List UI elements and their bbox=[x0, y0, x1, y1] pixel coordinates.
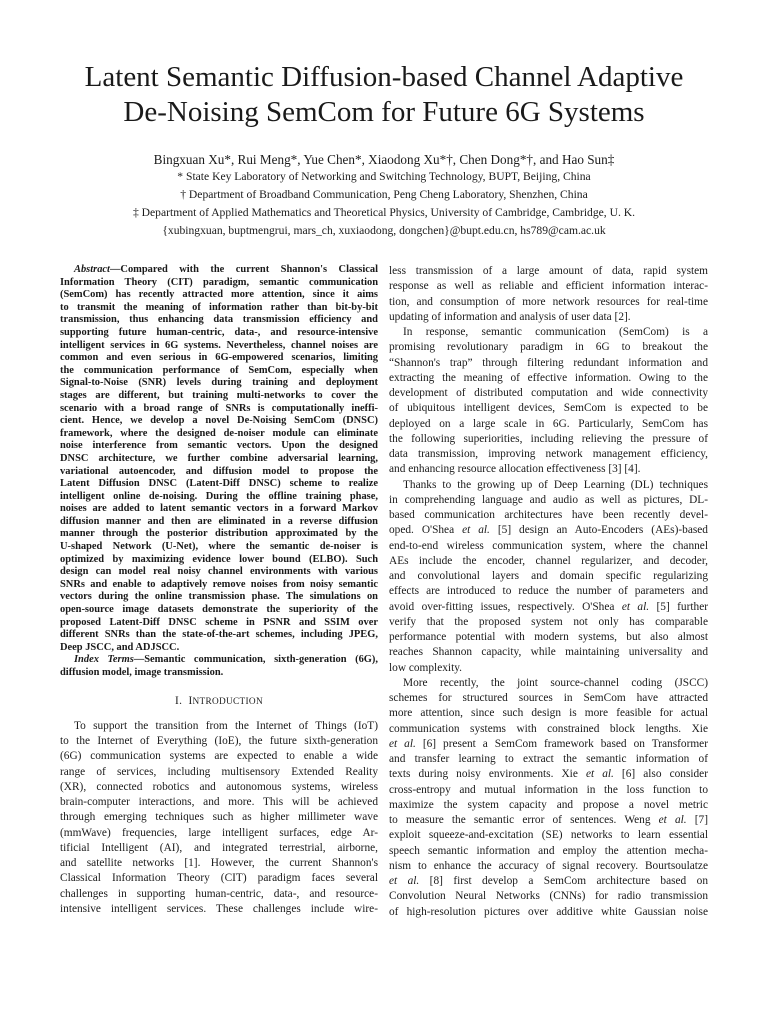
abstract-line: SNRs and enable to adaptively remove noises from noisy semantic bbox=[60, 578, 378, 590]
abstract-line: supporting future human-centric, data-, and resource-intensive bbox=[60, 326, 378, 338]
index-terms-label: Index Terms bbox=[74, 654, 134, 666]
body-line: and transfer learning to extract the semantic information of bbox=[389, 753, 708, 765]
body-line: of high-resolution pictures over additive white Gaussian noise bbox=[389, 905, 708, 918]
body-line: cross-entropy and mutual information in the loss function to bbox=[389, 783, 708, 796]
abstract-label: Abstract bbox=[74, 264, 110, 275]
abstract-line: variational autoencoder, and diffusion model to propose the bbox=[60, 465, 378, 477]
author-emails: {xubingxuan, buptmengrui, mars_ch, xuxiaodong, dongchen}@bupt.edu.cn, hs789@cam.ac.uk bbox=[162, 224, 606, 237]
abstract-line: intelligent online de-noising. During the offline training phase, bbox=[60, 490, 378, 502]
body-line: speech semantic information and employ the attention mecha- bbox=[389, 844, 708, 857]
body-line: deployed on a large scale in 6G. Particularly, SemCom has bbox=[389, 417, 708, 430]
body-line: et al. [6] present a SemCom framework based on Transformer bbox=[389, 737, 708, 750]
body-line: tificial Intelligent (AI), and integrated terrestrial, airborne, bbox=[60, 841, 378, 854]
affiliation: * State Key Laboratory of Networking and Switching Technology, BUPT, Beijing, China bbox=[177, 170, 591, 183]
body-line: low complexity. bbox=[389, 661, 462, 674]
paragraph bbox=[389, 325, 708, 478]
body-line: updating of information and analysis of user data [2]. bbox=[389, 310, 631, 323]
abstract bbox=[60, 264, 378, 680]
abstract-line: to transmit the meaning of information rather than bit-by-bit bbox=[60, 301, 378, 313]
body-line: range of services, including multisensory Extended Reality bbox=[60, 765, 378, 778]
title-line: Latent Semantic Diffusion-based Channel Adaptive bbox=[84, 61, 684, 93]
abstract-line: different SNRs than the state-of-the-art schemes, including JPEG, bbox=[60, 629, 378, 641]
body-line: based communication architectures have been recently devel- bbox=[389, 509, 708, 521]
abstract-line: Deep JSCC, and ADJSCC. bbox=[60, 641, 180, 653]
abstract-line: (SemCom) has recently attracted more attention, since it aims bbox=[60, 289, 378, 301]
body-line: avoid over-fitting issues, respectively. O'Shea et al. [5] further bbox=[389, 600, 709, 613]
intro-paragraph bbox=[60, 719, 378, 917]
body-line: maximize the system capacity and propose a novel metric bbox=[389, 798, 708, 811]
body-line: In response, semantic communication (SemCom) is a bbox=[403, 326, 708, 338]
body-line: intensive intelligent services. These challenges include wire- bbox=[60, 902, 378, 915]
body-line: (XR), connected robotics and autonomous systems, wireless bbox=[60, 780, 378, 793]
body-line: to the Internet of Everything (IoE), the future sixth-generation bbox=[60, 735, 378, 748]
body-line: nism to enhance the accuracy of signal recovery. Bourtsoulatze bbox=[389, 859, 708, 872]
abstract-line: the communication performance of SemCom, especially when bbox=[60, 364, 378, 376]
body-line: Classical Information Theory (CIT) paradigm faces several bbox=[60, 872, 378, 885]
body-line: challenges in supporting human-centric, data-, and resource- bbox=[60, 887, 378, 900]
abstract-line: U-shaped Network (U-Net), where the semantic de-noiser is bbox=[60, 541, 378, 553]
index-terms: Index Terms—Semantic communication, sixth-generation (6G), bbox=[74, 654, 378, 666]
abstract-line: diffusion manner and then are eliminated in a reverse diffusion bbox=[60, 515, 378, 527]
body-line: AEs include the encoder, channel regularizer, and decoder, bbox=[389, 554, 708, 567]
body-line: Thanks to the growing up of Deep Learning (DL) techniques bbox=[403, 478, 708, 491]
body-line: to measure the semantic error of sentences. Weng et al. [7] bbox=[389, 814, 708, 826]
abstract-line: transmission, thus enhancing data transmission efficiency and bbox=[60, 314, 378, 326]
author-list: Bingxuan Xu*, Rui Meng*, Yue Chen*, Xiaodong Xu*†, Chen Dong*†, and Hao Sun‡ bbox=[153, 152, 615, 167]
body-line: (6G) communication systems are expected to enable a wide bbox=[60, 750, 378, 763]
abstract-line: scenario with a broad range of SNRs is computationally ineffi- bbox=[60, 402, 378, 414]
paragraph bbox=[389, 676, 708, 920]
body-line: reaches Shannon capacity, while maintaining universality and bbox=[389, 646, 708, 659]
abstract-line: cient. Hence, we develop a novel De-Noising SemCom (DNSC) bbox=[60, 415, 378, 427]
abstract-line: Signal-to-Noise (SNR) levels during training and deployment bbox=[60, 377, 378, 389]
body-line: tion, and consumption of more network resources for real-time bbox=[389, 295, 708, 308]
body-line: et al. [8] first develop a SemCom architecture based on bbox=[389, 875, 708, 887]
body-line: data transmission, improving network management efficiency, bbox=[389, 448, 708, 460]
body-line: development of distributed computation and wide connectivity bbox=[389, 387, 708, 399]
body-line: (mmWave) frequencies, large intelligent surfaces, edge Ar- bbox=[60, 826, 378, 839]
abstract-line: Abstract—Compared with the current Shannon's Classical bbox=[74, 264, 378, 275]
abstract-line: intelligent services in 6G systems. Nevertheless, channel noises are bbox=[60, 339, 378, 351]
body-line: “Shannon's trap” through filtering redundant information and bbox=[389, 356, 708, 369]
abstract-line: DNSC architecture, we further combine adversarial learning, bbox=[60, 452, 378, 464]
title-line: De-Noising SemCom for Future 6G Systems bbox=[123, 96, 645, 128]
abstract-line: framework, where the designed de-noiser module can eliminate bbox=[60, 427, 378, 439]
body-line: brain-computer interactions, and more. This will be achieved bbox=[60, 796, 378, 809]
body-line: the following superiorities, including relieving the pressure of bbox=[389, 432, 708, 445]
abstract-line: vectors during the online transmission phase. The simulations on bbox=[60, 591, 378, 603]
abstract-line: proposed Latent-Diff DNSC scheme in PSNR and SSIM over bbox=[60, 616, 378, 628]
abstract-line: design can model real noisy channel environments with various bbox=[60, 566, 378, 578]
abstract-line: manner through the posterior distribution approximated by the bbox=[60, 528, 378, 540]
body-line: communication systems with constrained block lengths. Xie bbox=[389, 722, 708, 735]
abstract-line: stages are different, but training multi-networks to cover the bbox=[60, 389, 378, 401]
affiliation: ‡ Department of Applied Mathematics and Theoretical Physics, University of Cambridge, Cambridge, U. K. bbox=[132, 206, 636, 219]
body-line: through emerging techniques such as higher millimeter wave bbox=[60, 811, 378, 824]
right-column bbox=[389, 264, 708, 920]
body-line: of ubiquitous intelligent devices, SemCom is expected to be bbox=[389, 402, 708, 415]
section-heading: I. INTRODUCTION bbox=[175, 694, 263, 707]
body-line: less transmission of a large amount of data, rapid system bbox=[389, 265, 708, 277]
body-line: response as well as reliable and efficient information interac- bbox=[389, 280, 708, 293]
body-line: and satellite networks [1]. However, the current Shannon's bbox=[60, 857, 378, 870]
abstract-line: noises are added to latent semantic vectors in a forward Markov bbox=[60, 503, 378, 515]
paragraph bbox=[389, 264, 708, 325]
abstract-line: common and even serious in 6G-empowered scenarios, limiting bbox=[60, 352, 378, 364]
body-line: performance potential with modern systems, but also almost bbox=[389, 631, 708, 643]
abstract-line: Information Theory (CIT) paradigm, semantic communication bbox=[60, 276, 378, 288]
body-line: oped. O'Shea et al. [5] design an Auto-Encoders (AEs)-based bbox=[389, 524, 708, 537]
abstract-line: open-source image datasets demonstrate the superiority of the bbox=[60, 604, 378, 616]
body-line: promising revolutionary paradigm in 6G to breakout the bbox=[389, 341, 708, 354]
abstract-line: noise interference from semantic vectors. Upon the designed bbox=[60, 440, 378, 452]
abstract-line: optimized by maximizing evidence lower bound (ELBO). Such bbox=[60, 553, 378, 565]
body-line: verify that the proposed system not only has comparable bbox=[389, 615, 708, 628]
body-line: and convolutional layers and domain specific regularizing bbox=[389, 570, 708, 582]
body-line: in comprehending language and audio as well as pictures, DL- bbox=[389, 493, 708, 506]
paragraph bbox=[389, 478, 708, 676]
body-line: schemes for structured sources in SemCom have attracted bbox=[389, 692, 708, 704]
left-column bbox=[60, 264, 378, 917]
body-line: extracting the meaning of effective information. Owing to the bbox=[389, 371, 708, 384]
body-line: To support the transition from the Internet of Things (IoT) bbox=[74, 719, 378, 732]
body-line: end-to-end wireless communication system, where the channel bbox=[389, 539, 708, 552]
body-line: More recently, the joint source-channel coding (JSCC) bbox=[403, 676, 708, 689]
body-line: effects are introduced to reduce the number of parameters and bbox=[389, 585, 708, 598]
body-line: more attention, since such design is more feasible for actual bbox=[389, 707, 708, 720]
index-terms-line: diffusion model, image transmission. bbox=[60, 667, 224, 678]
abstract-line: Latent Diffusion DNSC (Latent-Diff DNSC) scheme to realize bbox=[60, 478, 378, 490]
body-line: and enhancing resource allocation effectiveness [3] [4]. bbox=[389, 463, 641, 476]
body-line: texts during noisy environments. Xie et al. [6] also consider bbox=[389, 768, 708, 781]
body-line: exploit squeeze-and-excitation (SE) networks to learn essential bbox=[389, 829, 708, 842]
body-line: Convolution Neural Networks (CNNs) for radio transmission bbox=[389, 890, 708, 903]
affiliation: † Department of Broadband Communication, Peng Cheng Laboratory, Shenzhen, China bbox=[180, 188, 588, 201]
paper-title bbox=[40, 60, 728, 130]
